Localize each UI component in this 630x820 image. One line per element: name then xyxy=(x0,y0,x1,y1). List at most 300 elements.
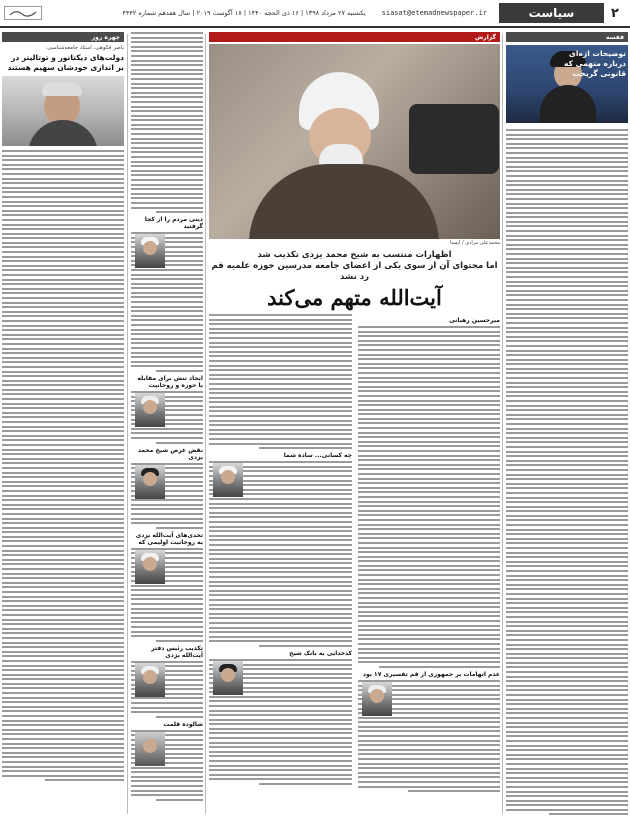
text-line xyxy=(358,432,500,434)
text-line xyxy=(2,426,124,428)
text-line xyxy=(506,184,628,186)
text-line xyxy=(131,83,203,85)
text-line xyxy=(209,530,352,532)
text-line xyxy=(209,369,352,371)
text-line xyxy=(131,142,203,144)
text-line xyxy=(209,323,352,325)
mid-subhead-5: تکذیب رئیس دفتر آیت‌الله یزدی xyxy=(151,644,203,659)
text-line xyxy=(209,410,352,412)
text-line xyxy=(506,225,628,227)
text-line xyxy=(2,646,124,648)
text-line xyxy=(2,586,124,588)
text-line xyxy=(2,577,124,579)
text-line xyxy=(2,609,124,611)
text-line xyxy=(131,324,203,326)
text-line xyxy=(506,625,628,627)
text-line xyxy=(131,119,203,121)
text-line xyxy=(2,619,124,621)
text-line xyxy=(209,378,352,380)
text-line xyxy=(209,328,352,330)
text-line xyxy=(506,253,628,255)
text-line xyxy=(358,781,500,783)
text-line xyxy=(209,631,352,633)
text-line xyxy=(506,143,628,145)
text-line xyxy=(506,529,628,531)
text-line xyxy=(358,753,500,755)
text-line xyxy=(209,769,352,771)
text-line xyxy=(506,193,628,195)
text-line xyxy=(131,361,203,363)
text-line xyxy=(209,429,352,431)
text-line xyxy=(131,133,203,135)
text-line xyxy=(358,482,500,484)
face-of-day-label: چهره روز xyxy=(2,32,124,42)
text-line xyxy=(209,383,352,385)
text-line xyxy=(358,611,500,613)
text-line xyxy=(131,780,203,782)
text-line xyxy=(2,559,124,561)
text-line xyxy=(358,583,500,585)
text-line xyxy=(506,561,628,563)
text-line xyxy=(2,513,124,515)
text-line xyxy=(131,60,203,62)
text-line xyxy=(209,567,352,569)
text-line xyxy=(358,491,500,493)
text-line xyxy=(358,445,500,447)
text-line xyxy=(358,537,500,539)
text-line xyxy=(506,653,628,655)
text-line xyxy=(506,703,628,705)
text-line xyxy=(2,242,124,244)
text-line xyxy=(506,763,628,765)
text-line xyxy=(2,724,124,726)
text-line xyxy=(2,775,124,777)
text-line xyxy=(506,437,628,439)
text-line xyxy=(2,187,124,189)
text-line xyxy=(506,538,628,540)
text-line xyxy=(131,64,203,66)
text-line xyxy=(2,738,124,740)
text-line xyxy=(2,375,124,377)
text-line xyxy=(131,174,203,176)
text-line xyxy=(506,428,628,430)
text-line xyxy=(379,666,500,668)
text-line xyxy=(209,590,352,592)
text-line xyxy=(209,365,352,367)
mid-cleric-thumb-2 xyxy=(135,393,165,427)
text-line xyxy=(506,584,628,586)
text-line xyxy=(506,258,628,260)
text-line xyxy=(358,400,500,402)
text-line xyxy=(506,556,628,558)
text-line xyxy=(131,55,203,57)
text-line xyxy=(358,436,500,438)
text-line xyxy=(2,366,124,368)
kadkhodaei-thumbnail xyxy=(213,661,243,695)
text-line xyxy=(358,450,500,452)
text-line xyxy=(506,267,628,269)
text-line xyxy=(209,746,352,748)
text-line xyxy=(358,514,500,516)
text-line xyxy=(2,628,124,630)
text-line xyxy=(2,210,124,212)
text-line xyxy=(506,239,628,241)
text-line xyxy=(131,170,203,172)
text-line xyxy=(358,501,500,503)
text-line xyxy=(131,707,203,709)
text-line xyxy=(2,412,124,414)
text-line xyxy=(131,306,203,308)
text-line xyxy=(506,216,628,218)
text-line xyxy=(358,717,500,719)
text-line xyxy=(2,320,124,322)
text-line xyxy=(2,476,124,478)
text-line xyxy=(209,535,352,537)
text-line xyxy=(506,170,628,172)
text-line xyxy=(506,244,628,246)
text-line xyxy=(131,296,203,298)
text-line xyxy=(156,799,203,801)
text-line xyxy=(358,468,500,470)
text-line xyxy=(506,327,628,329)
text-line xyxy=(2,302,124,304)
text-line xyxy=(506,271,628,273)
text-line xyxy=(131,197,203,199)
text-line xyxy=(2,191,124,193)
text-line xyxy=(131,794,203,796)
text-line xyxy=(506,657,628,659)
text-line xyxy=(506,616,628,618)
text-line xyxy=(358,643,500,645)
text-line xyxy=(2,338,124,340)
text-line xyxy=(131,151,203,153)
text-line xyxy=(506,386,628,388)
text-line xyxy=(131,315,203,317)
text-line xyxy=(358,749,500,751)
text-line xyxy=(2,361,124,363)
text-line xyxy=(506,382,628,384)
text-line xyxy=(131,785,203,787)
text-line xyxy=(506,441,628,443)
text-line xyxy=(506,731,628,733)
text-line xyxy=(2,260,124,262)
text-line xyxy=(358,547,500,549)
text-line xyxy=(358,381,500,383)
text-line xyxy=(506,621,628,623)
text-line xyxy=(358,413,500,415)
text-line xyxy=(506,299,628,301)
text-line xyxy=(506,795,628,797)
text-line xyxy=(506,469,628,471)
text-line xyxy=(506,662,628,664)
text-line xyxy=(2,458,124,460)
text-line xyxy=(358,349,500,351)
text-line xyxy=(209,732,352,734)
text-line xyxy=(506,478,628,480)
text-line xyxy=(358,625,500,627)
text-line xyxy=(506,639,628,641)
text-line xyxy=(209,337,352,339)
text-line xyxy=(131,790,203,792)
subheadline-1: اظهارات منتسب به شیخ محمد یزدی تکذیب شد xyxy=(257,250,452,260)
text-line xyxy=(2,531,124,533)
text-line xyxy=(131,522,203,524)
text-line xyxy=(506,501,628,503)
text-line xyxy=(131,711,203,713)
text-line xyxy=(358,569,500,571)
text-line xyxy=(506,134,628,136)
text-line xyxy=(506,699,628,701)
interviewee-intro: ناصر فکوهی، استاد جامعه‌شناسی: xyxy=(45,45,124,51)
text-line xyxy=(2,540,124,542)
text-line xyxy=(2,274,124,276)
text-line xyxy=(358,721,500,723)
text-line xyxy=(2,256,124,258)
text-line xyxy=(2,651,124,653)
text-line xyxy=(506,395,628,397)
text-line xyxy=(209,723,352,725)
text-line xyxy=(209,640,352,642)
mid-man-thumb xyxy=(135,732,165,766)
text-line xyxy=(2,527,124,529)
text-line xyxy=(2,582,124,584)
text-line xyxy=(2,343,124,345)
text-line xyxy=(2,472,124,474)
report-label: گزارش xyxy=(209,32,500,42)
text-line xyxy=(2,692,124,694)
text-line xyxy=(2,573,124,575)
text-line xyxy=(506,129,628,131)
text-line xyxy=(131,202,203,204)
text-line xyxy=(131,124,203,126)
text-line xyxy=(209,415,352,417)
text-line xyxy=(131,184,203,186)
text-line xyxy=(506,474,628,476)
text-line xyxy=(131,287,203,289)
text-line xyxy=(209,346,352,348)
text-line xyxy=(2,214,124,216)
main-story-columns xyxy=(209,314,500,795)
text-line xyxy=(506,212,628,214)
text-line xyxy=(506,602,628,604)
text-line xyxy=(209,622,352,624)
text-line xyxy=(358,487,500,489)
text-line xyxy=(2,380,124,382)
text-line xyxy=(209,608,352,610)
text-line xyxy=(2,669,124,671)
text-line xyxy=(506,262,628,264)
text-line xyxy=(131,508,203,510)
text-line xyxy=(506,542,628,544)
text-line xyxy=(506,717,628,719)
text-line xyxy=(506,455,628,457)
mid-subhead-2: ایجاد تنش برای مقابله با حوزه و روحانیت xyxy=(137,374,203,389)
text-line xyxy=(506,308,628,310)
text-line xyxy=(358,524,500,526)
right-headline: توضیحات اژه‌ای درباره متهمی که قانونی گریخت xyxy=(564,49,626,78)
text-line xyxy=(506,189,628,191)
text-line xyxy=(209,696,352,698)
text-line xyxy=(358,326,500,328)
text-line xyxy=(2,306,124,308)
text-line xyxy=(209,319,352,321)
text-line xyxy=(131,156,203,158)
text-line xyxy=(358,776,500,778)
text-line xyxy=(506,644,628,646)
text-line xyxy=(358,344,500,346)
text-line xyxy=(2,297,124,299)
text-line xyxy=(506,235,628,237)
text-line xyxy=(2,655,124,657)
text-line xyxy=(358,478,500,480)
text-line xyxy=(2,384,124,386)
text-line xyxy=(2,485,124,487)
text-line xyxy=(131,292,203,294)
text-line xyxy=(358,638,500,640)
text-line xyxy=(506,726,628,728)
text-line xyxy=(506,483,628,485)
text-line xyxy=(209,562,352,564)
text-line xyxy=(2,545,124,547)
text-line xyxy=(2,761,124,763)
text-line xyxy=(506,588,628,590)
text-line xyxy=(2,642,124,644)
text-line xyxy=(506,708,628,710)
text-line xyxy=(2,623,124,625)
text-line xyxy=(209,526,352,528)
text-line xyxy=(259,783,352,785)
text-line xyxy=(506,354,628,356)
text-line xyxy=(506,203,628,205)
text-line xyxy=(131,767,203,769)
text-line xyxy=(2,550,124,552)
text-line xyxy=(2,233,124,235)
text-line xyxy=(358,634,500,636)
text-line xyxy=(2,756,124,758)
text-line xyxy=(358,735,500,737)
page-number: ۲ xyxy=(611,5,619,21)
text-line xyxy=(506,689,628,691)
text-line xyxy=(358,354,500,356)
text-line xyxy=(506,460,628,462)
text-line xyxy=(506,464,628,466)
text-line xyxy=(2,490,124,492)
text-line xyxy=(2,720,124,722)
text-line xyxy=(131,589,203,591)
text-line xyxy=(358,579,500,581)
text-line xyxy=(358,606,500,608)
text-line xyxy=(209,406,352,408)
text-line xyxy=(209,627,352,629)
text-line xyxy=(131,428,203,430)
text-line xyxy=(358,363,500,365)
text-line xyxy=(506,497,628,499)
text-line xyxy=(131,73,203,75)
text-line xyxy=(358,542,500,544)
text-line xyxy=(2,168,124,170)
text-line xyxy=(506,175,628,177)
text-line xyxy=(131,338,203,340)
text-line xyxy=(358,519,500,521)
text-line xyxy=(506,777,628,779)
text-line xyxy=(131,365,203,367)
text-line xyxy=(131,319,203,321)
text-line xyxy=(506,712,628,714)
text-line xyxy=(209,388,352,390)
section-title: سیاست xyxy=(499,3,604,23)
text-line xyxy=(358,565,500,567)
text-line xyxy=(2,251,124,253)
text-line xyxy=(2,467,124,469)
text-line xyxy=(209,355,352,357)
text-line xyxy=(506,519,628,521)
text-line xyxy=(506,611,628,613)
main-subhead-b: چه کسانی... ساده شما xyxy=(283,452,352,460)
text-line xyxy=(2,632,124,634)
text-line xyxy=(209,503,352,505)
text-line xyxy=(131,278,203,280)
text-line xyxy=(131,106,203,108)
text-line xyxy=(506,294,628,296)
text-line xyxy=(209,314,352,316)
text-line xyxy=(131,115,203,117)
text-line xyxy=(131,50,203,52)
text-line xyxy=(209,585,352,587)
main-subhead-d: عدم اتهامات بر جمهوری از قم تفسیری ۱۷ بود xyxy=(362,670,500,678)
text-line xyxy=(209,539,352,541)
text-line xyxy=(131,161,203,163)
text-line xyxy=(209,549,352,551)
text-line xyxy=(2,430,124,432)
text-line xyxy=(131,37,203,39)
text-line xyxy=(2,334,124,336)
text-line xyxy=(2,674,124,676)
text-line xyxy=(358,358,500,360)
newspaper-logo xyxy=(4,6,42,20)
text-line xyxy=(131,78,203,80)
text-line xyxy=(358,661,500,663)
text-line xyxy=(358,377,500,379)
text-line xyxy=(358,758,500,760)
text-line xyxy=(358,409,500,411)
text-line xyxy=(209,443,352,445)
text-line xyxy=(131,697,203,699)
text-line xyxy=(358,597,500,599)
text-line xyxy=(156,527,203,529)
text-line xyxy=(506,317,628,319)
text-line xyxy=(358,648,500,650)
text-line xyxy=(506,515,628,517)
text-line xyxy=(358,422,500,424)
text-line xyxy=(2,600,124,602)
text-line xyxy=(506,281,628,283)
text-line xyxy=(506,547,628,549)
text-line xyxy=(131,612,203,614)
text-line xyxy=(209,507,352,509)
text-line xyxy=(2,393,124,395)
text-line xyxy=(358,551,500,553)
text-line xyxy=(358,404,500,406)
cleric-thumbnail xyxy=(213,463,243,497)
text-line xyxy=(209,360,352,362)
text-line xyxy=(506,676,628,678)
text-line xyxy=(209,719,352,721)
text-line xyxy=(358,390,500,392)
text-line xyxy=(506,180,628,182)
text-line xyxy=(131,356,203,358)
text-line xyxy=(209,765,352,767)
text-line xyxy=(131,269,203,271)
